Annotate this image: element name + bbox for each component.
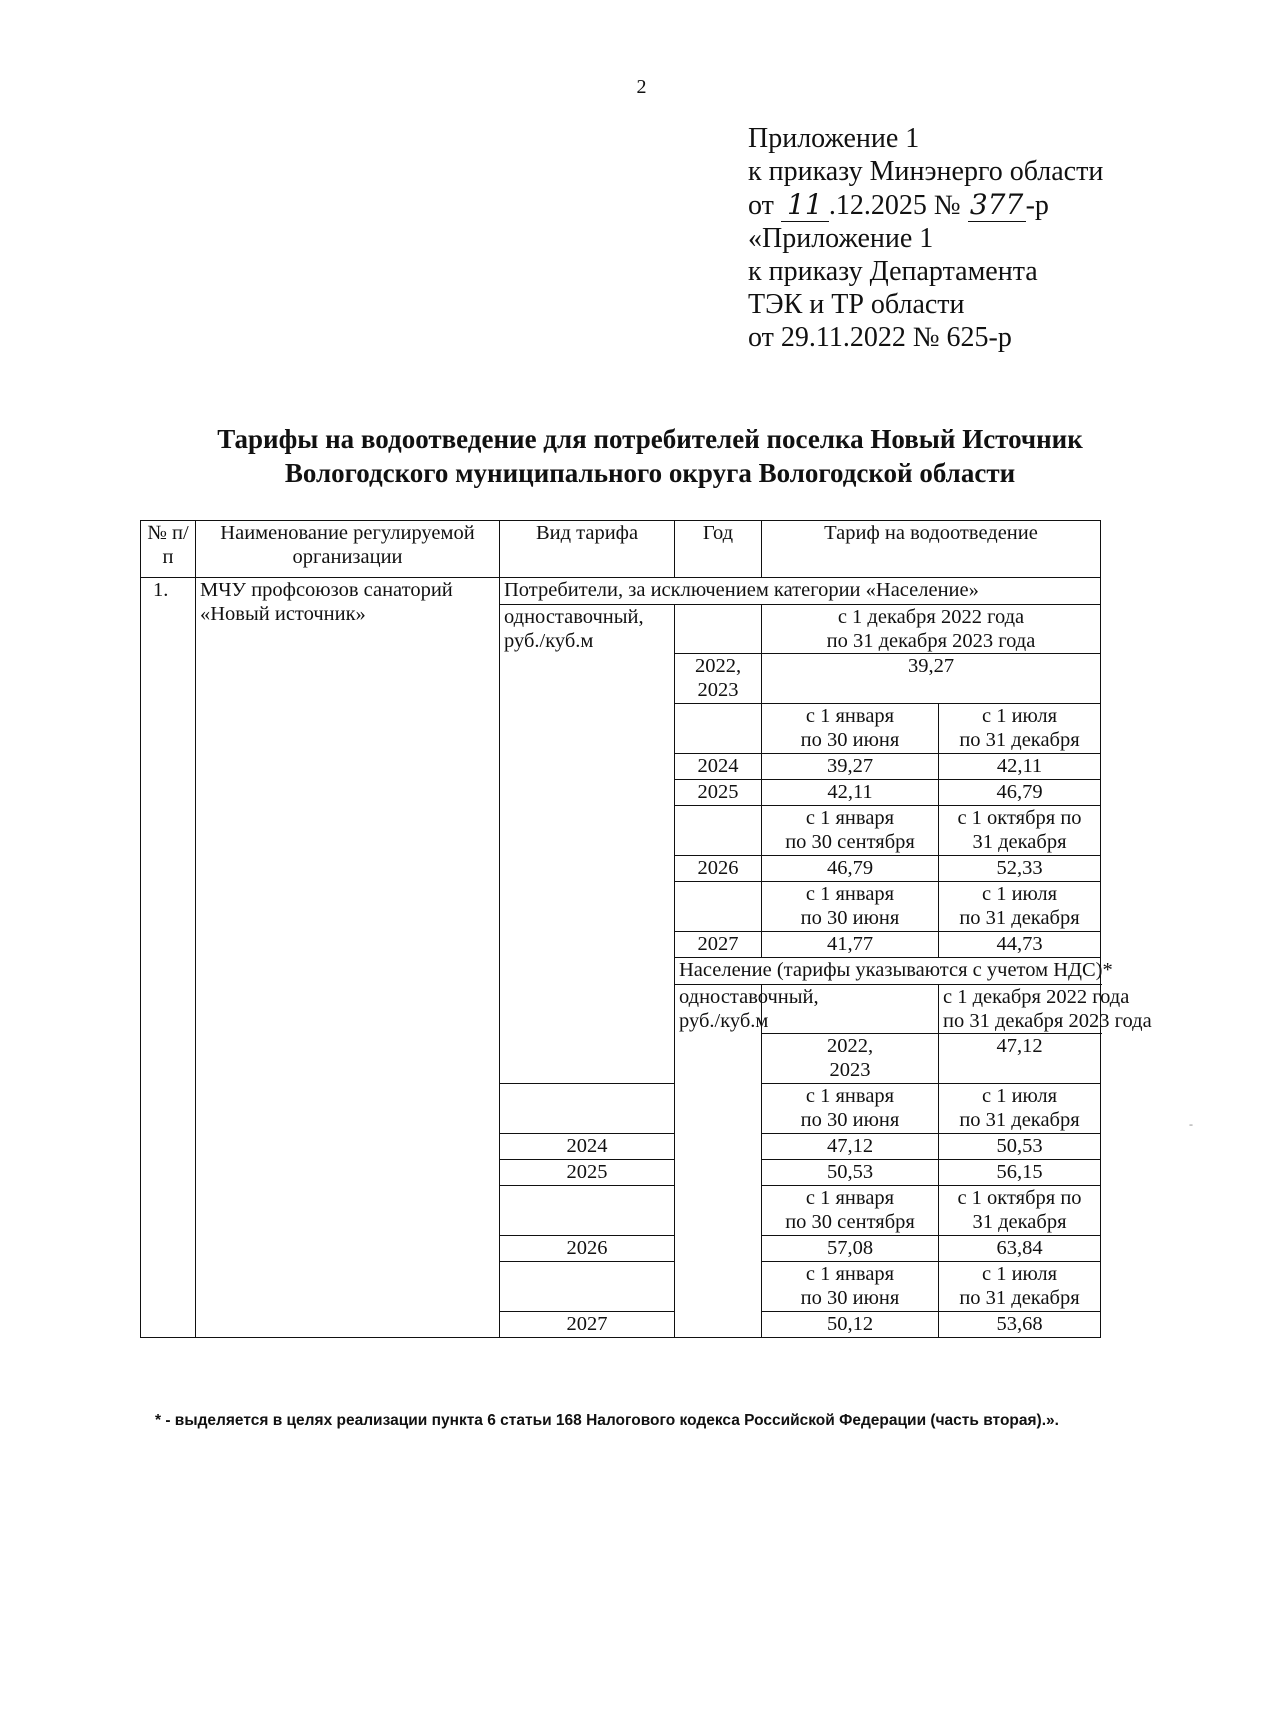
appendix-date: .12.2025 № xyxy=(828,190,961,221)
appendix-line: ТЭК и ТР области xyxy=(748,289,965,320)
tariff-value: 46,79 xyxy=(939,780,1101,806)
period-header: с 1 октября по 31 декабря xyxy=(939,1186,1101,1236)
year-cell xyxy=(675,704,762,754)
footnote: * - выделяется в целях реализации пункта 6 статьи 168 Налогового кодекса Российской Федерации (часть вторая).». xyxy=(155,1412,1059,1429)
period-header: с 1 января по 30 июня xyxy=(762,1262,939,1312)
period-header: с 1 июля по 31 декабря xyxy=(939,882,1101,932)
organization-name xyxy=(196,578,500,1338)
year-cell: 2025 xyxy=(500,1160,675,1186)
header-tariff: Тариф на водоотведение xyxy=(762,521,1101,578)
tariff-value: 53,68 xyxy=(939,1312,1101,1338)
period-header: с 1 июля по 31 декабря xyxy=(939,1262,1101,1312)
year-cell xyxy=(500,1262,675,1312)
year-cell: 2026 xyxy=(675,856,762,882)
tariff-value: 63,84 xyxy=(939,1236,1101,1262)
year-cell: 2022, 2023 xyxy=(675,654,762,704)
period-header: с 1 июля по 31 декабря xyxy=(939,1084,1101,1134)
tariff-value: 44,73 xyxy=(939,932,1101,958)
tariff-table xyxy=(140,520,1152,1338)
period-line: по 31 декабря 2023 года xyxy=(826,630,1036,652)
tariff-value: 42,11 xyxy=(939,754,1101,780)
tariff-type-line: руб./куб.м xyxy=(504,630,594,652)
year-cell: 2024 xyxy=(500,1134,675,1160)
year-cell xyxy=(675,882,762,932)
tariff-value: 47,12 xyxy=(762,1134,939,1160)
period-header: с 1 января по 30 июня xyxy=(762,882,939,932)
organization-line: МЧУ профсоюзов санаторий xyxy=(200,579,453,601)
title-line: Тарифы на водоотведение для потребителей поселка Новый Источник xyxy=(217,424,1083,454)
year-cell xyxy=(675,806,762,856)
appendix-line: к приказу Департамента xyxy=(748,256,1038,287)
tariff-value: 46,79 xyxy=(762,856,939,882)
year-cell xyxy=(675,605,762,654)
appendix-line: Приложение 1 xyxy=(748,123,920,154)
handwritten-day: 11 xyxy=(781,188,829,222)
period-line: с 1 декабря 2022 года xyxy=(837,606,1025,628)
handwritten-order-number: 377 xyxy=(968,188,1026,222)
margin-mark: - xyxy=(1189,1117,1193,1131)
tariff-value: 42,11 xyxy=(762,780,939,806)
tariff-type-line: одноставочный, xyxy=(504,606,644,628)
period-header: с 1 октября по 31 декабря xyxy=(939,806,1101,856)
period-header: с 1 января по 30 июня xyxy=(762,704,939,754)
tariff-type xyxy=(500,605,675,1084)
year-cell xyxy=(500,1084,675,1134)
header-year: Год xyxy=(675,521,762,578)
year-cell: 2027 xyxy=(500,1312,675,1338)
year-cell: 2022, 2023 xyxy=(762,1034,939,1084)
period-header: с 1 января по 30 сентября xyxy=(762,806,939,856)
section-title: Потребители, за исключением категории «Население» xyxy=(500,578,1101,605)
appendix-from: от xyxy=(748,190,774,221)
period-header: с 1 июля по 31 декабря xyxy=(939,704,1101,754)
tariff-value: 39,27 xyxy=(762,754,939,780)
table-row xyxy=(141,578,1101,605)
tariff-value: 50,53 xyxy=(762,1160,939,1186)
appendix-line: «Приложение 1 xyxy=(748,223,934,254)
year-cell: 2025 xyxy=(675,780,762,806)
header-tariff-type: Вид тарифа xyxy=(500,521,675,578)
period-line: с 1 декабря 2022 года xyxy=(943,986,1130,1008)
header-organization: Наименование регулируемой организации xyxy=(196,521,500,578)
period-header xyxy=(762,605,1101,654)
tariff-value: 41,77 xyxy=(762,932,939,958)
organization-line: «Новый источник» xyxy=(200,603,366,625)
tariff-value: 52,33 xyxy=(939,856,1101,882)
page-number: 2 xyxy=(636,76,647,98)
tariff-type xyxy=(675,985,819,1338)
tariff-value: 39,27 xyxy=(762,654,1101,704)
period-line: по 31 декабря 2023 года xyxy=(943,1010,1152,1032)
appendix-line: к приказу Минэнерго области xyxy=(748,156,1104,187)
section-title: Население (тарифы указываются с учетом НДС)* xyxy=(675,958,1101,985)
year-cell: 2027 xyxy=(675,932,762,958)
tariff-value: 50,53 xyxy=(939,1134,1101,1160)
tariff-type-line: руб./куб.м xyxy=(679,1010,769,1032)
year-cell xyxy=(500,1186,675,1236)
tariff-value: 57,08 xyxy=(762,1236,939,1262)
row-number: 1. xyxy=(141,578,196,1338)
table-header-row xyxy=(141,521,1101,578)
tariff-value: 56,15 xyxy=(939,1160,1101,1186)
tariff-value: 47,12 xyxy=(939,1034,1101,1084)
year-cell: 2026 xyxy=(500,1236,675,1262)
title-line: Вологодского муниципального округа Вологодской области xyxy=(284,458,1016,488)
tariff-type-line: одноставочный, xyxy=(679,986,819,1008)
appendix-order-line xyxy=(748,188,1103,222)
period-header: с 1 января по 30 июня xyxy=(762,1084,939,1134)
period-header: с 1 января по 30 сентября xyxy=(762,1186,939,1236)
header-number: № п/п xyxy=(141,521,196,578)
appendix-reference xyxy=(748,122,1103,354)
appendix-line: от 29.11.2022 № 625-р xyxy=(748,322,1012,353)
appendix-suffix: -р xyxy=(1025,190,1049,221)
tariff-value: 50,12 xyxy=(762,1312,939,1338)
year-cell: 2024 xyxy=(675,754,762,780)
period-header xyxy=(939,985,1152,1034)
document-title xyxy=(140,422,1160,490)
